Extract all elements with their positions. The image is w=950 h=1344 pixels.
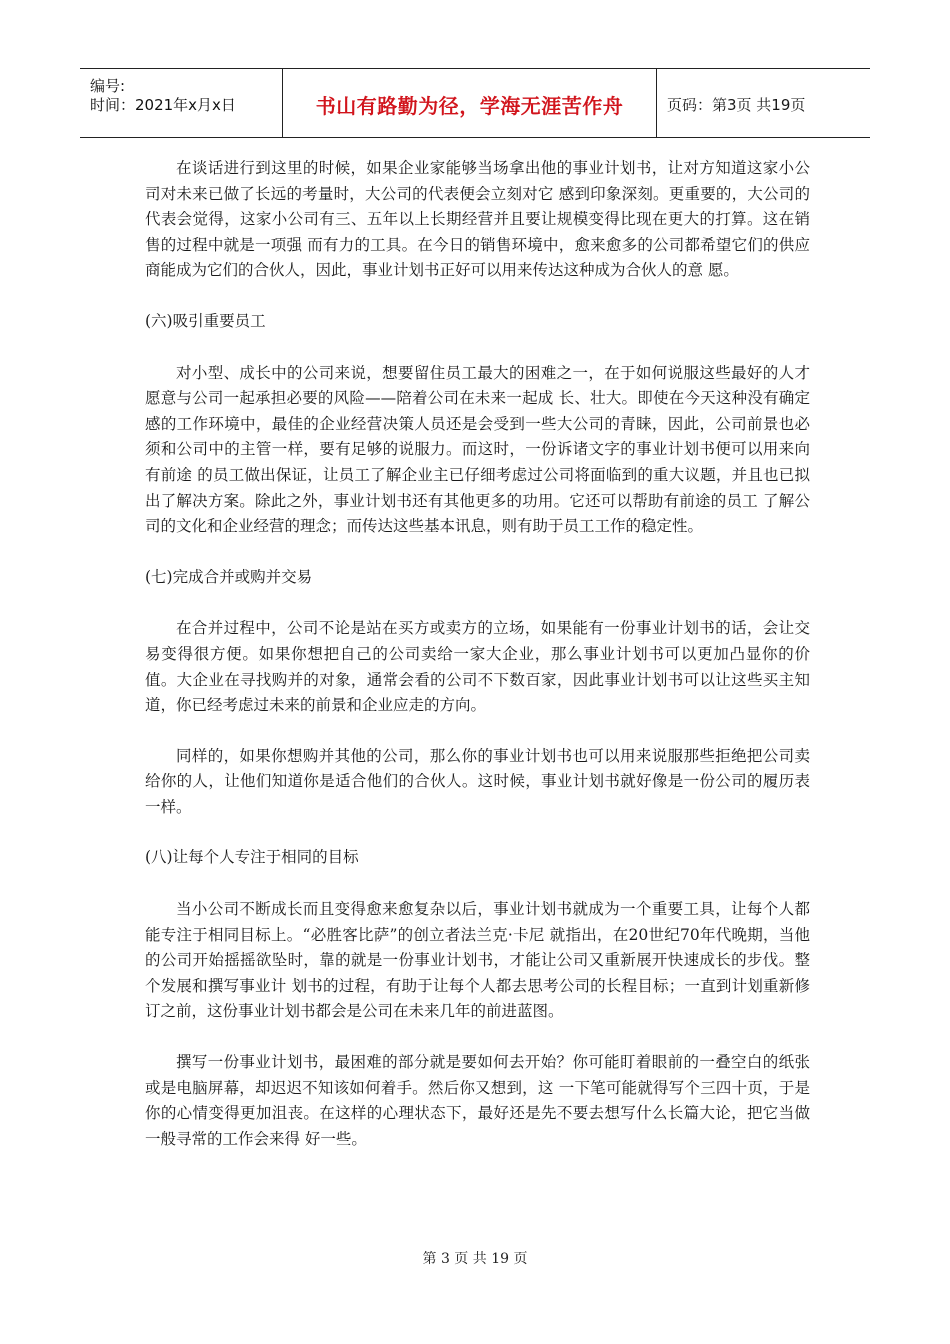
header-info-cell <box>80 69 283 137</box>
section-heading-7: (七)完成合并或购并交易 <box>145 567 313 586</box>
page-header <box>80 68 870 138</box>
document-body <box>145 156 810 1152</box>
header-motto: 书山有路勤为径，学海无涯苦作舟 <box>315 94 624 118</box>
paragraph-1: 在谈话进行到这里的时候，如果企业家能够当场拿出他的事业计划书，让对方知道这家小公司对未来已做了长远的考量时，大公司的代表便会立刻对它 感到印象深刻。更重要的，大公司的代表会觉得，这家小公司有三、五年以上长期经营并且要让规模变得比现在更大的打算。这在销售的过程中就是一项强 而有力的工具。在今日的销售环境中，愈来愈多的公司都希望它们的供应商能成为它们的合伙人，因此，事业计划书正好可以用来传达这种成为合伙人的意 愿。 <box>145 159 810 280</box>
document-date-label: 时间：2021年x月x日 <box>90 96 236 114</box>
paragraph-4: 同样的，如果你想购并其他的公司，那么你的事业计划书也可以用来说服那些拒绝把公司卖给你的人，让他们知道你是适合他们的合伙人。这时候，事业计划书就好像是一份公司的履历表一样。 <box>145 746 810 816</box>
document-number-label: 编号: <box>90 77 126 95</box>
paragraph-6: 撰写一份事业计划书，最困难的部分就是要如何去开始？你可能盯着眼前的一叠空白的纸张或是电脑屏幕，却迟迟不知该如何着手。然后你又想到，这 一下笔可能就得写个三四十页，于是你的心情变得更加沮丧。在这样的心理状态下，最好还是先不要去想写什么长篇大论，把它当做一般寻常的工作会来得 好一些。 <box>145 1053 810 1148</box>
header-page-cell <box>657 69 870 137</box>
section-heading-8: (八)让每个人专注于相同的目标 <box>145 848 359 867</box>
section-heading-6: (六)吸引重要员工 <box>145 311 266 330</box>
header-motto-cell <box>283 69 657 137</box>
paragraph-5: 当小公司不断成长而且变得愈来愈复杂以后，事业计划书就成为一个重要工具，让每个人都能专注于相同目标上。“必胜客比萨”的创立者法兰克·卡尼 就指出，在20世纪70年代晚期，当他的公司开始摇摇欲坠时，靠的就是一份事业计划书，才能让公司又重新展开快速成长的步伐。整个发展和撰写事业计 划书的过程，有助于让每个人都去思考公司的长程目标；一直到计划重新修订之前，这份事业计划书都会是公司在未来几年的前进蓝图。 <box>145 900 810 1021</box>
header-page-number: 页码：第3页 共19页 <box>667 96 806 114</box>
paragraph-3: 在合并过程中，公司不论是站在买方或卖方的立场，如果能有一份事业计划书的话，会让交易变得很方便。如果你想把自己的公司卖给一家大企业，那么事业计划书可以更加凸显你的价值。大企业在寻找购并的对象，通常会看的公司不下数百家，因此事业计划书可以让这些买主知道，你已经考虑过未来的前景和企业应走的方向。 <box>145 619 810 715</box>
page-footer: 第 3 页 共 19 页 <box>422 1251 528 1267</box>
paragraph-2: 对小型、成长中的公司来说，想要留住员工最大的困难之一，在于如何说服这些最好的人才愿意与公司一起承担必要的风险——陪着公司在未来一起成 长、壮大。即使在今天这种没有确定感的工作环境中，最佳的企业经营决策人员还是会受到一些大公司的青睐，因此，公司前景也必须和公司中的主管一样，要有足够的说服力。而这时，一份诉诸文字的事业计划书便可以用来向有前途 的员工做出保证，让员工了解企业主已仔细考虑过公司将面临到的重大议题，并且也已拟出了解决方案。除此之外，事业计划书还有其他更多的功用。它还可以帮助有前途的员工 了解公司的文化和企业经营的理念；而传达这些基本讯息，则有助于员工工作的稳定性。 <box>145 363 810 536</box>
